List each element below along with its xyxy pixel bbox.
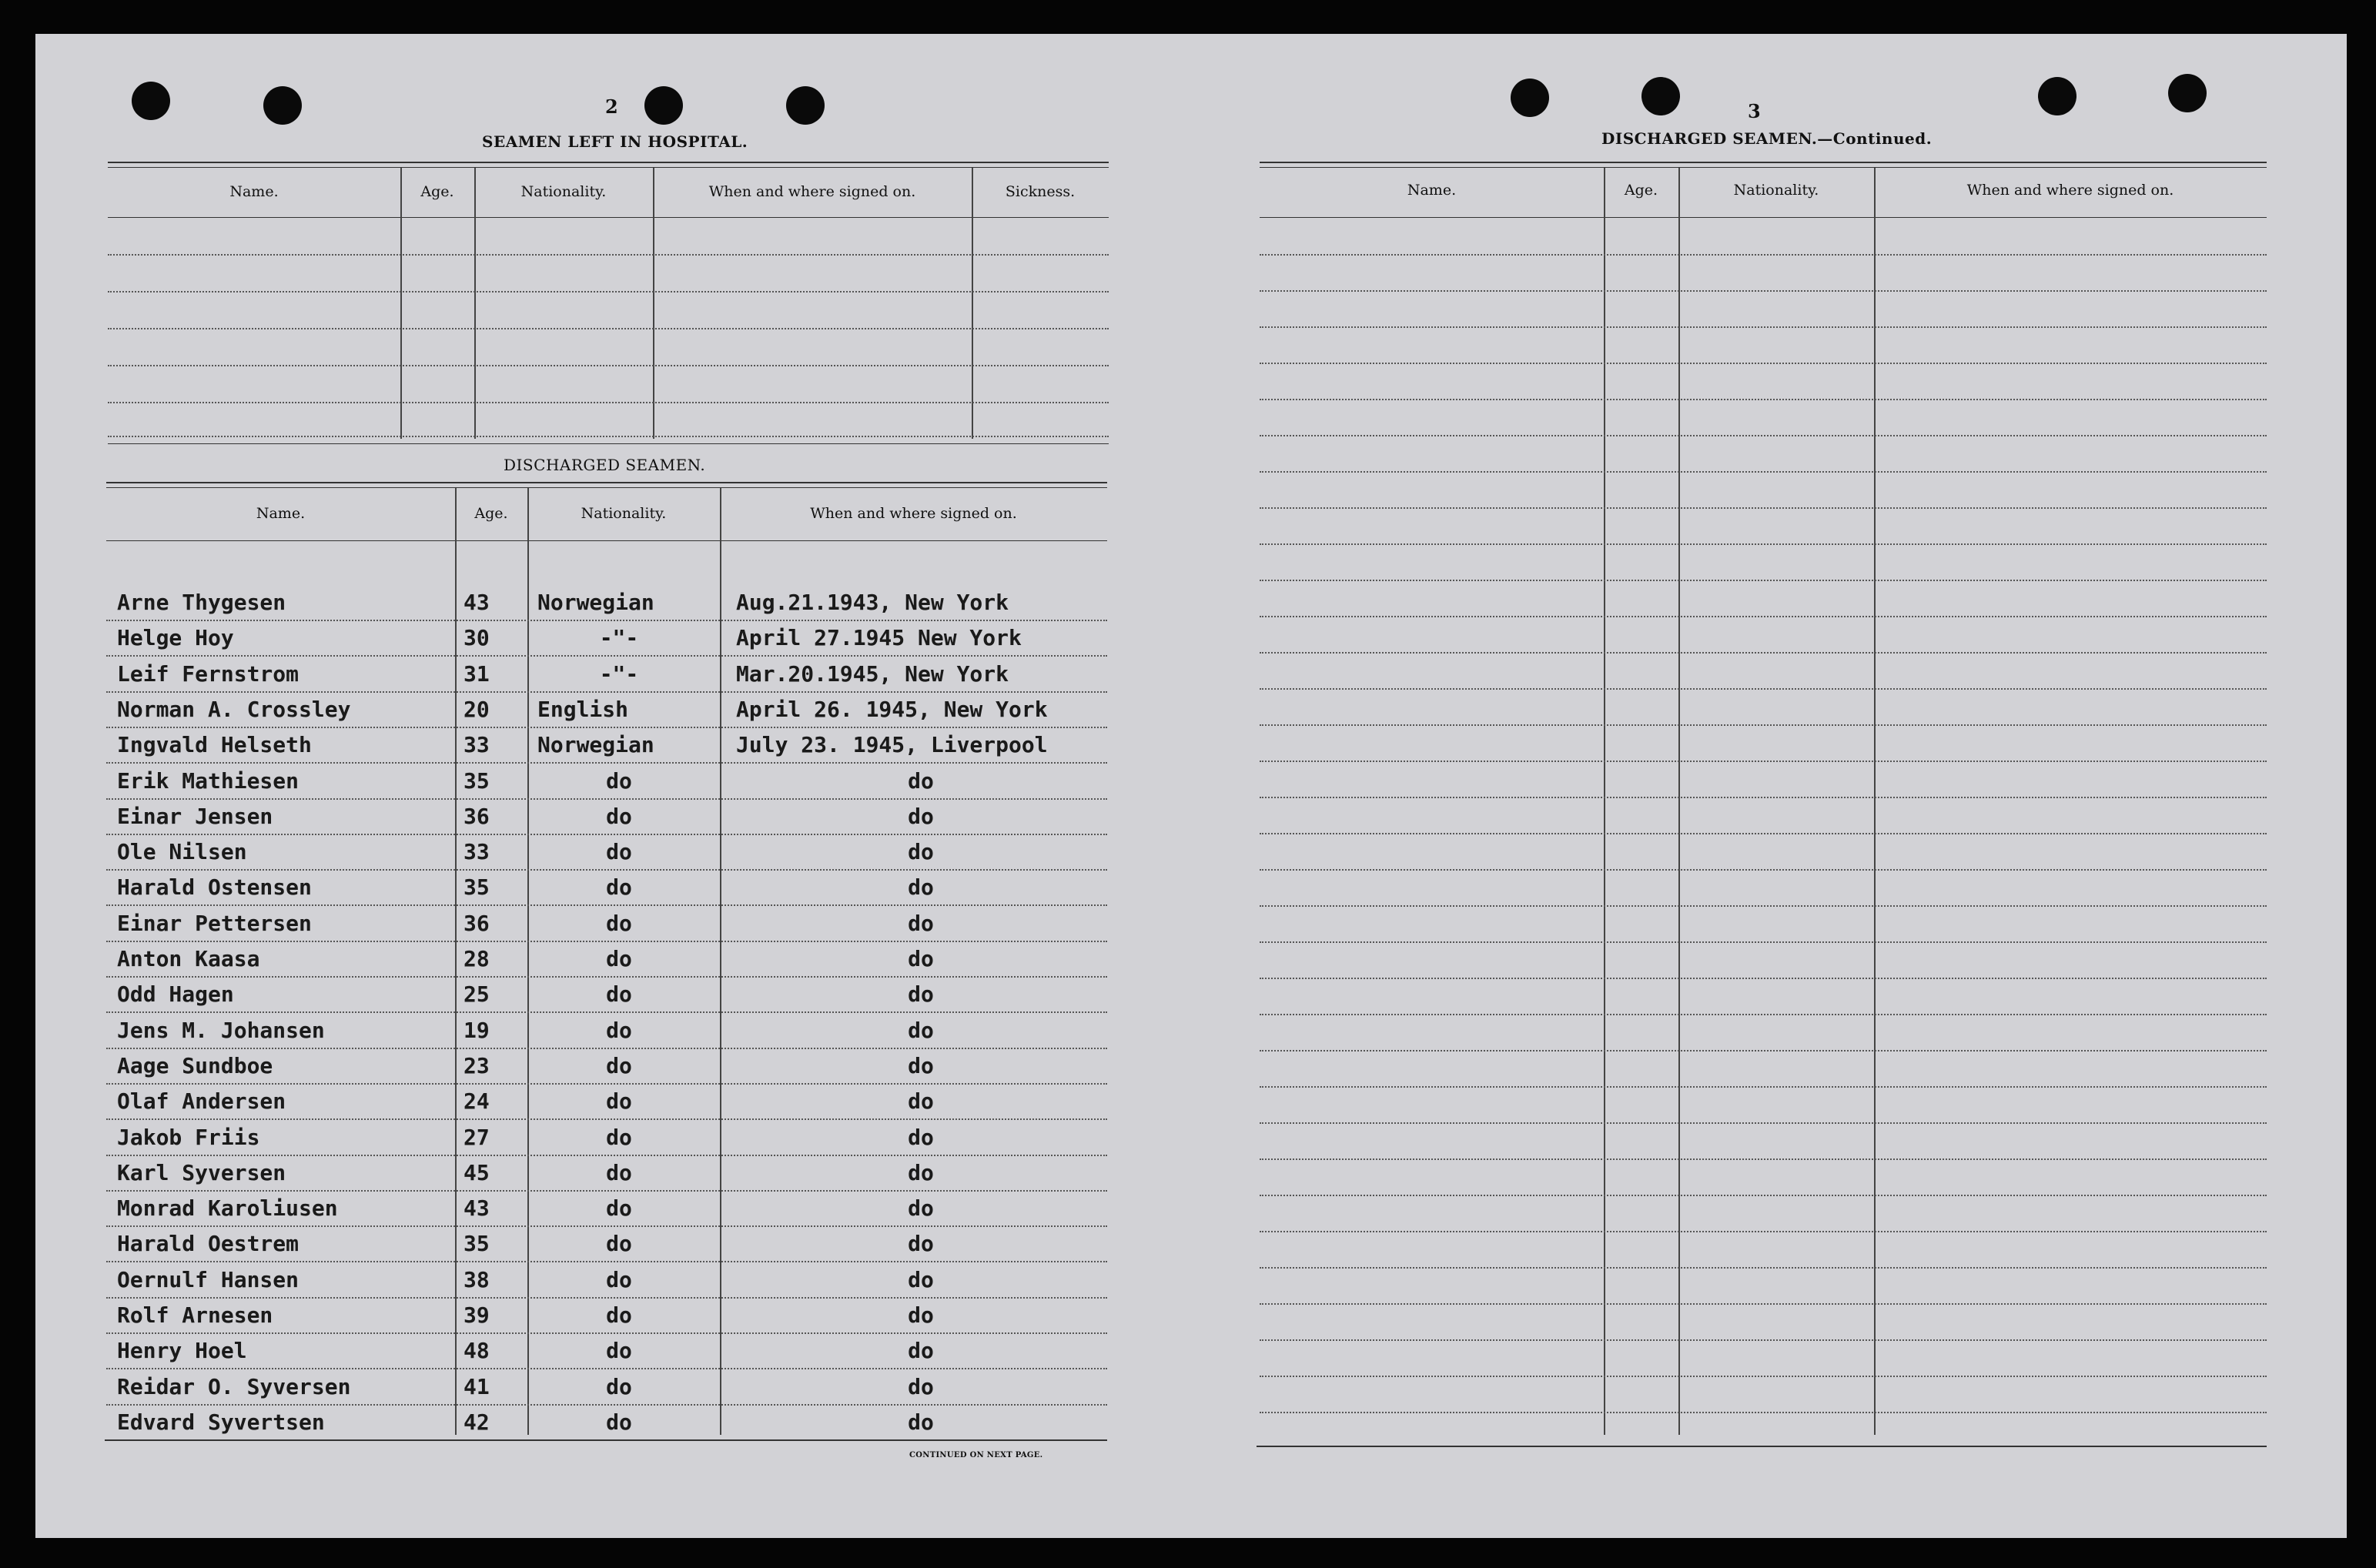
seaman-nationality: do [606, 1088, 632, 1114]
row-rule [106, 1048, 1107, 1049]
punch-hole [644, 86, 683, 125]
punch-hole [2168, 74, 2207, 112]
row-rule [1260, 326, 2267, 328]
row-rule [1260, 363, 2267, 364]
row-rule [106, 1332, 1107, 1334]
seaman-signed-on: do [908, 1302, 934, 1328]
row-rule [1260, 507, 2267, 509]
seaman-signed-on: do [908, 946, 934, 971]
seaman-name: Harald Ostensen [117, 874, 312, 900]
seaman-signed-on: do [908, 1053, 934, 1078]
hospital-header-signed-on: When and where signed on. [708, 183, 916, 200]
seaman-age: 41 [463, 1374, 490, 1399]
document-sheet [35, 34, 2347, 1538]
row-rule [106, 655, 1107, 657]
seaman-signed-on: do [908, 839, 934, 864]
row-rule [1260, 1086, 2267, 1088]
hospital-header-age: Age. [420, 183, 454, 200]
seaman-name: Erik Mathiesen [117, 768, 300, 794]
seaman-name: Monrad Karoliusen [117, 1195, 338, 1221]
seaman-nationality: Norwegian [537, 732, 654, 757]
seaman-name: Einar Pettersen [117, 911, 312, 936]
seaman-nationality: do [606, 1267, 632, 1292]
seaman-nationality: do [606, 1053, 632, 1078]
discharged-header-signed-on: When and where signed on. [810, 505, 1017, 522]
seaman-signed-on: do [908, 1231, 934, 1256]
seaman-signed-on: do [908, 1374, 934, 1399]
seaman-name: Karl Syversen [117, 1160, 286, 1185]
row-rule [106, 620, 1107, 621]
row-rule [1260, 905, 2267, 907]
discharged-header-nationality: Nationality. [581, 505, 667, 522]
row-rule [106, 834, 1107, 835]
row-rule [1260, 1050, 2267, 1051]
seaman-nationality: do [606, 839, 632, 864]
seaman-name: Reidar O. Syversen [117, 1374, 351, 1399]
seaman-name: Einar Jensen [117, 804, 273, 829]
row-rule [106, 976, 1107, 978]
seaman-age: 20 [463, 697, 490, 722]
seaman-signed-on: do [908, 1125, 934, 1150]
seaman-age: 36 [463, 804, 490, 829]
seaman-signed-on: do [908, 1088, 934, 1114]
seaman-nationality: do [606, 1231, 632, 1256]
seaman-nationality: do [606, 1195, 632, 1221]
punch-hole [786, 86, 825, 125]
row-rule [1260, 1376, 2267, 1377]
row-rule [106, 1297, 1107, 1299]
seaman-signed-on: April 26. 1945, New York [736, 697, 1048, 722]
row-rule [1260, 616, 2267, 617]
row-rule [106, 727, 1107, 728]
continued-header-age: Age. [1624, 182, 1658, 199]
hospital-section-title: SEAMEN LEFT IN HOSPITAL. [482, 132, 748, 151]
seaman-signed-on: Mar.20.1945, New York [736, 661, 1009, 687]
seaman-nationality: do [606, 1160, 632, 1185]
seaman-name: Arne Thygesen [117, 590, 286, 615]
seaman-age: 33 [463, 732, 490, 757]
seaman-nationality: do [606, 1338, 632, 1363]
row-rule [106, 1261, 1107, 1262]
punch-hole [2038, 77, 2076, 115]
seaman-signed-on: do [908, 1195, 934, 1221]
row-rule [1260, 290, 2267, 292]
seaman-signed-on: do [908, 874, 934, 900]
seaman-nationality: do [606, 1302, 632, 1328]
seaman-signed-on: Aug.21.1943, New York [736, 590, 1009, 615]
row-rule [106, 941, 1107, 942]
seaman-age: 31 [463, 661, 490, 687]
row-rule [106, 1118, 1107, 1120]
seaman-name: Edvard Syvertsen [117, 1409, 325, 1435]
left-page [35, 34, 1190, 1538]
seaman-age: 43 [463, 1195, 490, 1221]
seaman-name: Olaf Andersen [117, 1088, 286, 1114]
seaman-name: Anton Kaasa [117, 946, 260, 971]
row-rule [106, 1404, 1107, 1406]
seaman-nationality: do [606, 874, 632, 900]
seaman-signed-on: do [908, 1338, 934, 1363]
seaman-age: 35 [463, 1231, 490, 1256]
row-rule [1260, 941, 2267, 943]
seaman-signed-on: do [908, 1018, 934, 1043]
seaman-age: 30 [463, 625, 490, 650]
continued-section-title: DISCHARGED SEAMEN.—Continued. [1601, 129, 1933, 148]
seaman-name: Aage Sundboe [117, 1053, 273, 1078]
seaman-signed-on: do [908, 911, 934, 936]
seaman-signed-on: April 27.1945 New York [736, 625, 1022, 650]
row-rule [1260, 1231, 2267, 1232]
seaman-age: 27 [463, 1125, 490, 1150]
row-rule [1260, 543, 2267, 545]
seaman-nationality: Norwegian [537, 590, 654, 615]
seaman-age: 24 [463, 1088, 490, 1114]
seaman-age: 33 [463, 839, 490, 864]
seaman-age: 28 [463, 946, 490, 971]
right-page [1190, 34, 2347, 1538]
seaman-age: 35 [463, 768, 490, 794]
row-rule [1260, 797, 2267, 798]
seaman-age: 35 [463, 874, 490, 900]
row-rule [1260, 254, 2267, 256]
seaman-nationality: do [606, 768, 632, 794]
seaman-nationality: -"- [599, 625, 639, 650]
row-rule [1260, 1014, 2267, 1015]
row-rule [106, 691, 1107, 693]
seaman-name: Jens M. Johansen [117, 1018, 325, 1043]
seaman-age: 25 [463, 981, 490, 1007]
row-rule [1260, 580, 2267, 581]
hospital-header-name: Name. [229, 183, 279, 200]
seaman-nationality: -"- [599, 661, 639, 687]
seaman-age: 36 [463, 911, 490, 936]
row-rule [1260, 399, 2267, 400]
row-rule [106, 1011, 1107, 1013]
row-rule [1260, 688, 2267, 690]
seaman-nationality: do [606, 1374, 632, 1399]
punch-hole [1511, 79, 1549, 117]
row-rule [1260, 471, 2267, 473]
seaman-name: Leif Fernstrom [117, 661, 300, 687]
row-rule [1260, 1122, 2267, 1124]
seaman-nationality: do [606, 1125, 632, 1150]
row-rule [106, 904, 1107, 906]
discharged-section-title: DISCHARGED SEAMEN. [504, 456, 706, 474]
seaman-name: Henry Hoel [117, 1338, 247, 1363]
seaman-nationality: do [606, 1409, 632, 1435]
seaman-name: Ole Nilsen [117, 839, 247, 864]
seaman-name: Odd Hagen [117, 981, 234, 1007]
seaman-nationality: do [606, 946, 632, 971]
seaman-name: Helge Hoy [117, 625, 234, 650]
row-rule [1260, 435, 2267, 436]
seaman-signed-on: do [908, 804, 934, 829]
seaman-age: 43 [463, 590, 490, 615]
seaman-signed-on: do [908, 1409, 934, 1435]
seaman-age: 48 [463, 1338, 490, 1363]
seaman-age: 39 [463, 1302, 490, 1328]
row-rule [106, 1155, 1107, 1156]
seaman-age: 42 [463, 1409, 490, 1435]
row-rule [106, 1225, 1107, 1227]
continued-header-name: Name. [1407, 182, 1457, 199]
row-rule [1260, 869, 2267, 871]
row-rule [106, 1083, 1107, 1085]
row-rule [1260, 724, 2267, 726]
row-rule [106, 798, 1107, 800]
seaman-name: Harald Oestrem [117, 1231, 300, 1256]
seaman-nationality: do [606, 1018, 632, 1043]
seaman-signed-on: do [908, 1160, 934, 1185]
row-rule [1260, 978, 2267, 979]
row-rule [1260, 1303, 2267, 1305]
seaman-age: 38 [463, 1267, 490, 1292]
row-rule [106, 762, 1107, 764]
punch-hole [263, 86, 302, 125]
punch-hole [132, 82, 170, 120]
row-rule [1260, 1195, 2267, 1196]
continued-header-nationality: Nationality. [1733, 182, 1819, 199]
hospital-header-nationality: Nationality. [520, 183, 607, 200]
seaman-nationality: do [606, 804, 632, 829]
seaman-signed-on: July 23. 1945, Liverpool [736, 732, 1048, 757]
continued-header-signed-on: When and where signed on. [1966, 182, 2174, 199]
row-rule [106, 1368, 1107, 1369]
seaman-name: Oernulf Hansen [117, 1267, 300, 1292]
row-rule [106, 869, 1107, 871]
seaman-signed-on: do [908, 1267, 934, 1292]
seaman-nationality: do [606, 911, 632, 936]
seaman-age: 23 [463, 1053, 490, 1078]
row-rule [1260, 761, 2267, 762]
seaman-name: Norman A. Crossley [117, 697, 351, 722]
hospital-header-sickness: Sickness. [1005, 183, 1076, 200]
seaman-name: Ingvald Helseth [117, 732, 312, 757]
page-number: 2 [605, 95, 618, 118]
punch-hole [1641, 77, 1680, 115]
discharged-header-age: Age. [474, 505, 508, 522]
seaman-signed-on: do [908, 981, 934, 1007]
row-rule [1260, 652, 2267, 654]
page-number: 3 [1748, 100, 1761, 122]
seaman-age: 19 [463, 1018, 490, 1043]
row-rule [1260, 1339, 2267, 1341]
row-rule [1260, 1158, 2267, 1160]
continued-note: CONTINUED ON NEXT PAGE. [909, 1451, 1043, 1459]
row-rule [1260, 1412, 2267, 1413]
row-rule [106, 1190, 1107, 1192]
seaman-nationality: English [537, 697, 629, 722]
seaman-nationality: do [606, 981, 632, 1007]
seaman-age: 45 [463, 1160, 490, 1185]
seaman-name: Jakob Friis [117, 1125, 260, 1150]
row-rule [1260, 1267, 2267, 1269]
row-rule [1260, 833, 2267, 834]
seaman-name: Rolf Arnesen [117, 1302, 273, 1328]
seaman-signed-on: do [908, 768, 934, 794]
discharged-header-name: Name. [256, 505, 306, 522]
